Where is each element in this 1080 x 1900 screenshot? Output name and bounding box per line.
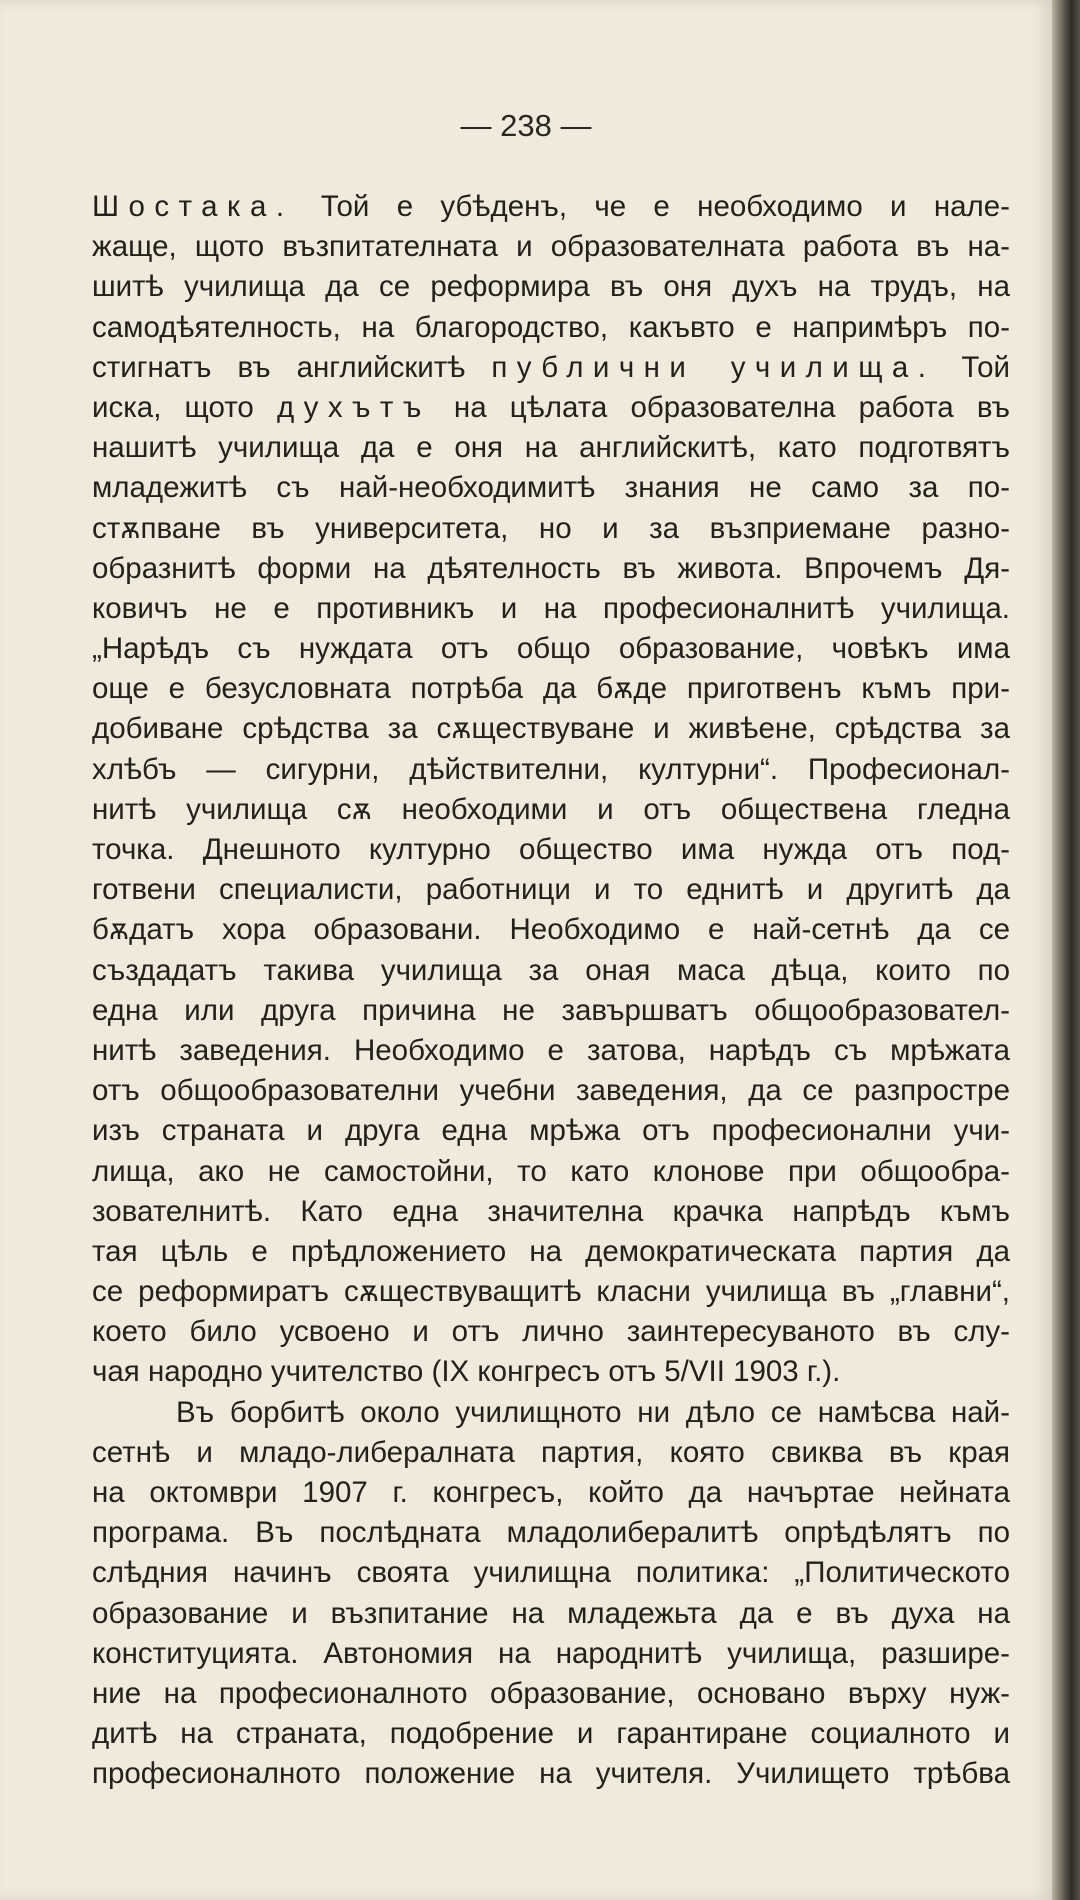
text-segment: което било усвоено и отъ лично заинтересуваното въ слу- bbox=[92, 1315, 1010, 1349]
text-segment: програма. Въ послѣдната младолибералитѣ опрѣдѣлятъ по bbox=[92, 1516, 1010, 1550]
text-line bbox=[92, 388, 1010, 428]
text-segment: Той е убѣденъ, че е необходимо и нале- bbox=[293, 190, 1010, 223]
page-number: — 238 — bbox=[460, 108, 592, 143]
spaced-emphasis-text: духътъ bbox=[277, 390, 431, 424]
book-spine-shadow bbox=[1052, 0, 1080, 1900]
text-segment: Въ борбитѣ около училищното ни дѣло се намѣсва най- bbox=[176, 1395, 1010, 1429]
text-line bbox=[92, 1473, 1010, 1513]
text-line bbox=[92, 669, 1010, 709]
text-line bbox=[92, 709, 1010, 749]
text-segment: на октомври 1907 г. конгресъ, който да начъртае нейната bbox=[92, 1476, 1010, 1509]
text-line bbox=[92, 187, 1010, 227]
text-line bbox=[92, 790, 1010, 830]
text-line bbox=[92, 1754, 1010, 1794]
text-segment: точка. Днешното културно общество има нужда отъ под- bbox=[92, 833, 1010, 866]
text-segment: лища, ако не самостойни, то като клонове при общообра- bbox=[92, 1154, 1010, 1188]
text-segment: ковичъ не е противникъ и на професионалнитѣ училища. bbox=[92, 591, 1010, 625]
spaced-emphasis-text: публични училища. bbox=[491, 350, 936, 384]
text-line bbox=[92, 348, 1010, 388]
text-segment: сетнѣ и младо-либералната партия, която свиква въ края bbox=[92, 1435, 1010, 1469]
text-segment: готвени специалисти, работници и то еднитѣ и другитѣ да bbox=[92, 873, 1010, 907]
text-segment: ние на професионалното образование, основано върху нуж- bbox=[92, 1676, 1010, 1710]
text-line bbox=[92, 227, 1010, 267]
text-line bbox=[92, 1714, 1010, 1754]
text-segment: „Нарѣдъ съ нуждата отъ общо образование, човѣкъ има bbox=[92, 632, 1010, 666]
text-segment: се реформиратъ сѫществуващитѣ класни училища въ „главни“, bbox=[92, 1275, 1010, 1309]
text-segment: жаще, щото възпитателната и образователната работа въ на- bbox=[92, 230, 1010, 264]
text-line bbox=[92, 1071, 1010, 1111]
text-line bbox=[92, 1594, 1010, 1634]
text-segment: нитѣ училища сѫ необходими и отъ обществена гледна bbox=[92, 792, 1010, 826]
text-segment: младежитѣ съ най-необходимитѣ знания не само за по- bbox=[92, 471, 1010, 505]
text-line bbox=[92, 1393, 1010, 1433]
text-segment: дитѣ на страната, подобрение и гарантиране социалното и bbox=[92, 1717, 1010, 1751]
text-segment: стигнатъ въ английскитѣ bbox=[92, 350, 492, 384]
text-segment: нитѣ заведения. Необходимо е затова, нарѣдъ съ мрѣжата bbox=[92, 1033, 1010, 1067]
text-segment: иска, щото bbox=[92, 390, 277, 424]
text-segment: образнитѣ форми на дѣятелность въ живота. Впрочемъ Дя- bbox=[92, 551, 1010, 585]
text-segment: нашитѣ училища да е оня на английскитѣ, като подготвятъ bbox=[92, 431, 1010, 465]
text-line bbox=[92, 991, 1010, 1031]
text-segment: стѫпване въ университета, но и за възприемане разно- bbox=[92, 511, 1010, 545]
text-segment: тая цѣль е прѣдложението на демократическата партия да bbox=[92, 1234, 1010, 1268]
text-line bbox=[92, 1031, 1010, 1071]
text-line bbox=[92, 870, 1010, 910]
text-segment: още е безусловната потрѣба да бѫде приготвенъ къмъ при- bbox=[92, 672, 1010, 706]
text-segment: зователнитѣ. Като една значителна крачка напрѣдъ къмъ bbox=[92, 1194, 1010, 1228]
text-line bbox=[92, 549, 1010, 589]
text-line bbox=[92, 1232, 1010, 1272]
text-line bbox=[92, 1312, 1010, 1352]
text-line bbox=[92, 629, 1010, 669]
text-line bbox=[92, 1192, 1010, 1232]
text-segment: една или друга причина не завършватъ общообразовател- bbox=[92, 993, 1010, 1027]
text-segment: Той bbox=[935, 350, 1010, 384]
spaced-emphasis-text: Шостака. bbox=[92, 190, 294, 223]
body-text bbox=[92, 187, 1010, 1795]
text-segment: професионалното положение на учителя. Училището трѣбва bbox=[92, 1757, 1010, 1791]
text-line bbox=[92, 1111, 1010, 1151]
text-line bbox=[92, 428, 1010, 468]
text-segment: бѫдатъ хора образовани. Необходимо е най-сетнѣ да се bbox=[92, 913, 1010, 947]
text-line bbox=[92, 509, 1010, 549]
text-line bbox=[92, 1352, 1010, 1392]
text-segment: отъ общообразователни учебни заведения, да се разпростре bbox=[92, 1074, 1010, 1108]
text-line bbox=[92, 468, 1010, 508]
text-segment: създадатъ такива училища за оная маса дѣца, които по bbox=[92, 953, 1010, 987]
text-line bbox=[92, 1433, 1010, 1473]
text-line bbox=[92, 1513, 1010, 1553]
text-segment: самодѣятелность, на благородство, какъвто е напримѣръ по- bbox=[92, 310, 1010, 344]
text-line bbox=[92, 1553, 1010, 1593]
text-segment: на цѣлата образователна работа въ bbox=[430, 390, 1010, 424]
text-line bbox=[92, 750, 1010, 790]
text-segment: хлѣбъ — сигурни, дѣйствителни, културни“. Професионал- bbox=[92, 752, 1010, 786]
text-segment: слѣдния начинъ своята училищна политика: „Политическото bbox=[92, 1556, 1010, 1590]
text-segment: добиване срѣдства за сѫществуване и живѣене, срѣдства за bbox=[92, 712, 1010, 746]
text-line bbox=[92, 1634, 1010, 1674]
text-line bbox=[92, 1152, 1010, 1192]
text-segment: конституцията. Автономия на народнитѣ училища, разшире- bbox=[92, 1636, 1010, 1670]
text-segment: чая народно учителство (IX конгресъ отъ 5/VII 1903 г.). bbox=[92, 1355, 841, 1389]
text-line bbox=[92, 910, 1010, 950]
text-line bbox=[92, 589, 1010, 629]
text-segment: шитѣ училища да се реформира въ оня духъ на трудъ, на bbox=[92, 270, 1010, 304]
text-line bbox=[92, 308, 1010, 348]
text-line bbox=[92, 1674, 1010, 1714]
text-line bbox=[92, 830, 1010, 870]
text-line bbox=[92, 1272, 1010, 1312]
text-line bbox=[92, 267, 1010, 307]
text-segment: образование и възпитание на младежьта да е въ духа на bbox=[92, 1596, 1010, 1630]
text-line bbox=[92, 951, 1010, 991]
text-segment: изъ страната и друга една мрѣжа отъ професионални учи- bbox=[92, 1114, 1010, 1148]
